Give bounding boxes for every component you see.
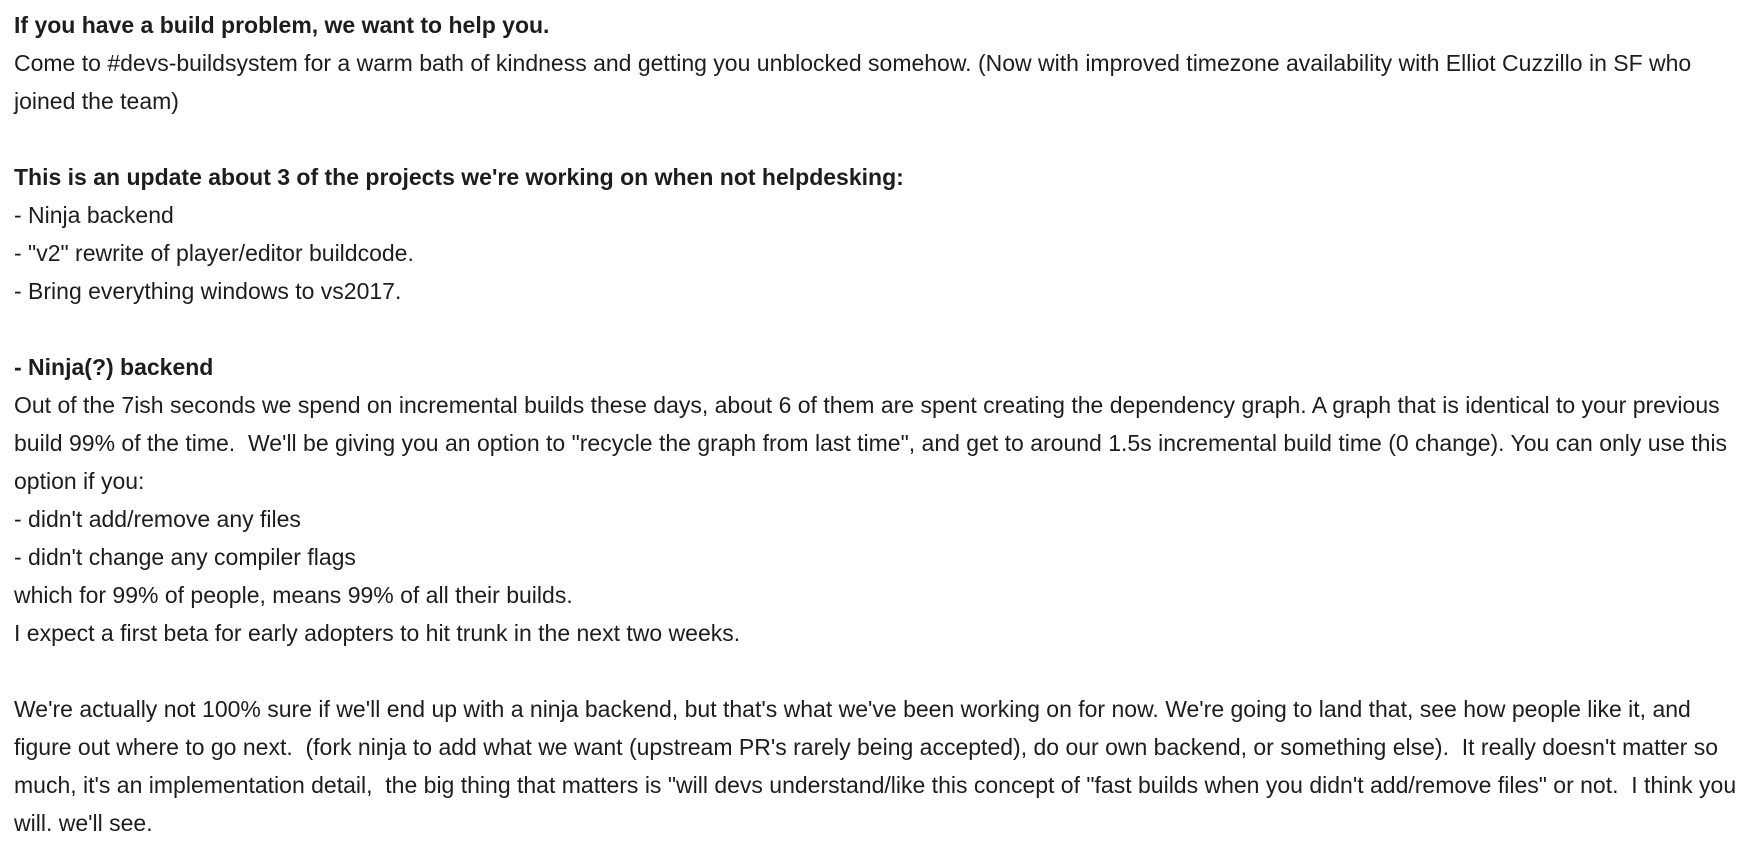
project-item-ninja: - Ninja backend [14, 202, 174, 228]
ninja-heading: - Ninja(?) backend [14, 354, 214, 380]
ninja-paragraph: Out of the 7ish seconds we spend on incremental builds these days, about 6 of them are spent creating the dependency graph. A graph that is identical to your previous build 99% of the time. We'll be giving you an option to "recycle the graph from last time", and get to around 1.5s incremental build time (0 change). You can only use this option if you: [14, 392, 1734, 494]
condition-item: - didn't add/remove any files [14, 506, 301, 532]
ninja-line: I expect a first beta for early adopters to hit trunk in the next two weeks. [14, 620, 741, 646]
projects-heading: This is an update about 3 of the projects we're working on when not helpdesking: [14, 164, 904, 190]
spacer [14, 652, 1744, 690]
ninja-line: which for 99% of people, means 99% of all their builds. [14, 582, 573, 608]
project-item-v2-rewrite: - "v2" rewrite of player/editor buildcode. [14, 240, 414, 266]
spacer [14, 120, 1744, 158]
closing-paragraph: We're actually not 100% sure if we'll end up with a ninja backend, but that's what we've been working on for now. We're going to land that, see how people like it, and figure out where to go next. (fork ninja to add what we want (upstream PR's rarely being accepted), do our own backend, or something else). It really doesn't matter so much, it's an implementation detail, the big thing that matters is "will devs understand/like this concept of "fast builds when you didn't add/remove files" or not. I think you will. we'll see. [14, 696, 1743, 836]
intro-heading: If you have a build problem, we want to help you. [14, 12, 550, 38]
spacer [14, 310, 1744, 348]
project-item-vs2017: - Bring everything windows to vs2017. [14, 278, 402, 304]
intro-text: Come to #devs-buildsystem for a warm bath of kindness and getting you unblocked somehow. (Now with improved timezone availability with Elliot Cuzzillo in SF who joined the team) [14, 50, 1698, 114]
condition-item: - didn't change any compiler flags [14, 544, 356, 570]
